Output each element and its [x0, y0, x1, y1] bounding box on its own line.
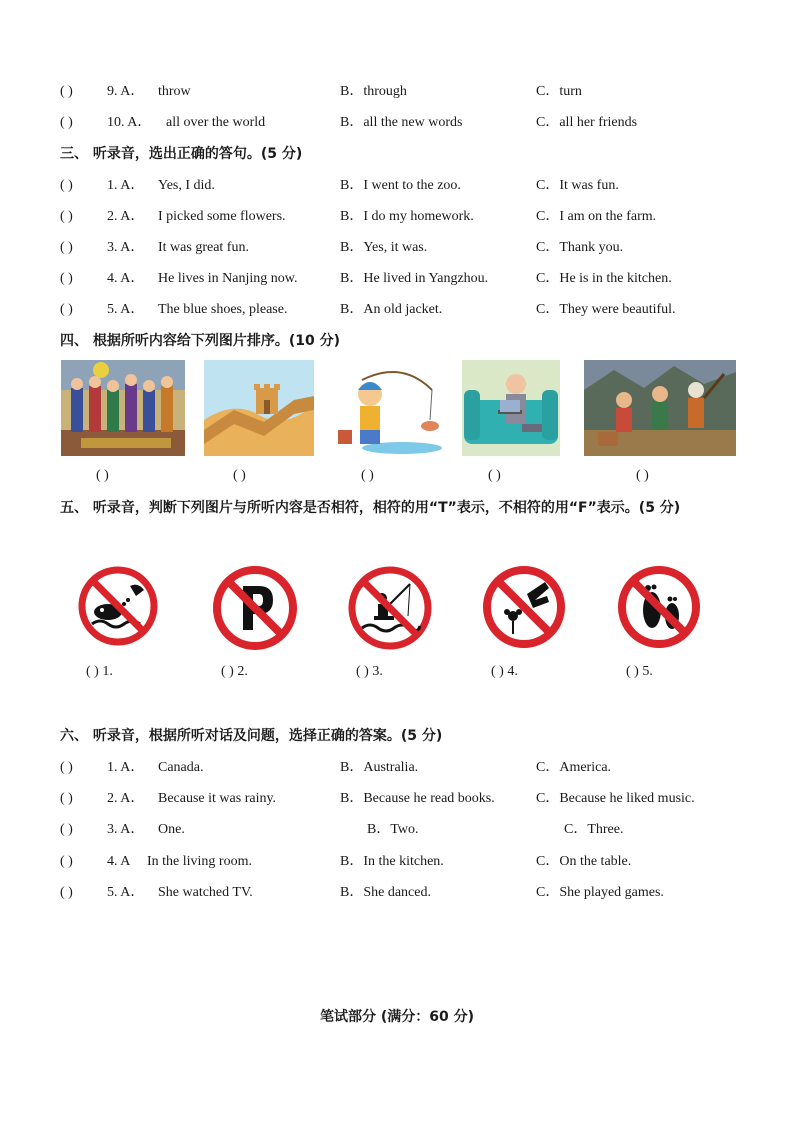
no-feeding-fish-sign-icon — [78, 566, 158, 651]
option-b: B．through — [340, 84, 407, 99]
option-a: In the living room. — [147, 854, 252, 869]
option-c: C．Thank you. — [536, 240, 624, 255]
option-a: It was great fun. — [158, 240, 249, 255]
option-b: B．Two. — [367, 822, 419, 837]
picture-order-blank[interactable]: ( ) — [361, 468, 374, 483]
question-row — [60, 176, 740, 196]
no-stepping-sign-icon — [618, 566, 700, 653]
option-a: Because it was rainy. — [158, 791, 277, 806]
question-number: 3. A． — [107, 822, 145, 837]
option-a: He lives in Nanjing now. — [158, 271, 298, 286]
grandpa-laptop-picture-icon — [462, 360, 560, 456]
option-a: One. — [158, 822, 185, 837]
option-b: B．Because he read books. — [340, 791, 495, 806]
sign-answer-blank[interactable]: ( ) 5. — [626, 664, 653, 679]
question-row — [60, 238, 740, 258]
option-a: Yes, I did. — [158, 178, 215, 193]
option-c: C．She played games. — [536, 885, 664, 900]
option-b: B．all the new words — [340, 115, 463, 130]
great-wall-picture-icon — [204, 360, 314, 456]
answer-blank[interactable]: ( ) — [60, 791, 73, 806]
question-row-9 — [60, 82, 740, 102]
option-c: C．It was fun. — [536, 178, 619, 193]
sign-answer-blank[interactable]: ( ) 2. — [221, 664, 248, 679]
question-row — [60, 883, 740, 903]
option-b: B．Australia. — [340, 760, 419, 775]
answer-blank[interactable]: ( ) — [60, 209, 73, 224]
section-heading-5: 五、 听录音，判断下列图片与所听内容是否相符，相符的用“T”表示，不相符的用“F”表示。(5 分) — [60, 500, 681, 516]
question-number: 1. A． — [107, 178, 145, 193]
question-number: 4. A． — [107, 271, 145, 286]
answer-blank[interactable]: ( ) — [60, 822, 73, 837]
picture-order-blank[interactable]: ( ) — [96, 468, 109, 483]
option-b: B．He lived in Yangzhou. — [340, 271, 489, 286]
option-b: B．Yes, it was. — [340, 240, 428, 255]
sign-answer-blank[interactable]: ( ) 1. — [86, 664, 113, 679]
answer-blank[interactable]: ( ) — [60, 302, 73, 317]
question-number: 10. A． — [107, 115, 152, 130]
boy-fishing-picture-icon — [332, 360, 444, 456]
question-number: 5. A． — [107, 885, 145, 900]
picture-order-blank[interactable]: ( ) — [636, 468, 649, 483]
question-number: 3. A． — [107, 240, 145, 255]
picture-order-blank[interactable]: ( ) — [488, 468, 501, 483]
option-a: all over the world — [166, 115, 266, 130]
option-a: Canada. — [158, 760, 204, 775]
question-row — [60, 820, 740, 840]
option-c: C．America. — [536, 760, 612, 775]
option-a: She watched TV. — [158, 885, 253, 900]
question-number: 1. A． — [107, 760, 145, 775]
question-number: 2. A． — [107, 791, 145, 806]
option-c: C．He is in the kitchen. — [536, 271, 672, 286]
answer-blank[interactable]: ( ) — [60, 885, 73, 900]
answer-blank[interactable]: ( ) — [60, 854, 73, 869]
question-row — [60, 789, 740, 809]
answer-blank[interactable]: ( ) — [60, 178, 73, 193]
question-row — [60, 852, 740, 872]
answer-blank[interactable]: ( ) — [60, 115, 73, 130]
option-a: I picked some flowers. — [158, 209, 286, 224]
option-a: The blue shoes, please. — [158, 302, 288, 317]
no-picking-flowers-sign-icon — [483, 566, 565, 653]
option-b: B．I went to the zoo. — [340, 178, 461, 193]
picture-order-blank[interactable]: ( ) — [233, 468, 246, 483]
sign-answer-blank[interactable]: ( ) 3. — [356, 664, 383, 679]
option-c: C．On the table. — [536, 854, 632, 869]
answer-blank[interactable]: ( ) — [60, 240, 73, 255]
option-c: C．I am on the farm. — [536, 209, 657, 224]
answer-blank[interactable]: ( ) — [60, 760, 73, 775]
men-digging-picture-icon — [584, 360, 736, 456]
no-parking-sign-icon — [213, 566, 297, 655]
section-heading-3: 三、 听录音，选出正确的答句。(5 分) — [60, 146, 303, 162]
option-c: C．They were beautiful. — [536, 302, 676, 317]
option-c: C．all her friends — [536, 115, 638, 130]
option-b: B．In the kitchen. — [340, 854, 444, 869]
written-section-title: 笔试部分 (满分：60 分) — [319, 1009, 475, 1025]
option-a: throw — [158, 84, 191, 99]
option-c: C．Three. — [564, 822, 624, 837]
question-number: 5. A． — [107, 302, 145, 317]
parade-picture-icon — [61, 360, 185, 456]
section-heading-6: 六、 听录音，根据所听对话及问题，选择正确的答案。(5 分) — [60, 728, 443, 744]
question-number: 9. A． — [107, 84, 145, 99]
answer-blank[interactable]: ( ) — [60, 84, 73, 99]
option-b: B．An old jacket. — [340, 302, 443, 317]
question-row-10 — [60, 113, 740, 133]
sign-answer-blank[interactable]: ( ) 4. — [491, 664, 518, 679]
question-row — [60, 269, 740, 289]
option-b: B．I do my homework. — [340, 209, 474, 224]
option-c: C．turn — [536, 84, 582, 99]
option-b: B．She danced. — [340, 885, 431, 900]
answer-blank[interactable]: ( ) — [60, 271, 73, 286]
question-number: 2. A． — [107, 209, 145, 224]
section-heading-4: 四、 根据所听内容给下列图片排序。(10 分) — [60, 333, 341, 349]
question-row — [60, 207, 740, 227]
question-row — [60, 758, 740, 778]
no-fishing-sign-icon — [348, 566, 432, 655]
option-c: C．Because he liked music. — [536, 791, 695, 806]
question-row — [60, 300, 740, 320]
question-number: 4. A — [107, 854, 131, 869]
